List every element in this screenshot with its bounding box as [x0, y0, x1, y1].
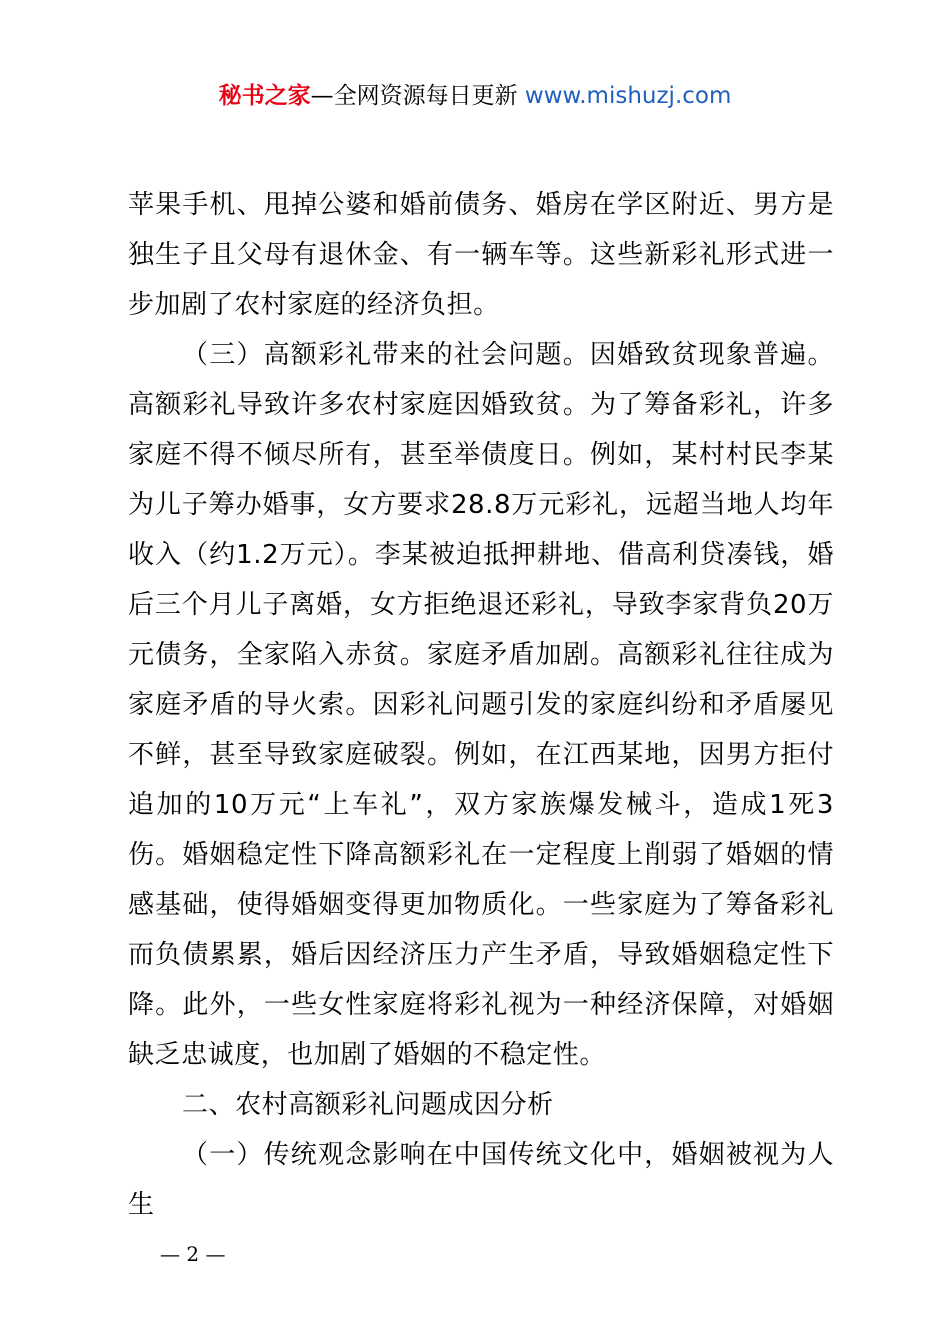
document-body: [128, 180, 834, 1230]
paragraph-social-problems: （三）高额彩礼带来的社会问题。因婚致贫现象普遍。高额彩礼导致许多农村家庭因婚致贫。为了筹备彩礼，许多家庭不得不倾尽所有，甚至举债度日。例如，某村村民李某为儿子筹办婚事，女方要求28.8万元彩礼，远超当地人均年收入（约1.2万元）。李某被迫抵押耕地、借高利贷凑钱，婚后三个月儿子离婚，女方拒绝退还彩礼，导致李家背负20万元债务，全家陷入赤贫。家庭矛盾加剧。高额彩礼往往成为家庭矛盾的导火索。因彩礼问题引发的家庭纠纷和矛盾屡见不鲜，甚至导致家庭破裂。例如，在江西某地，因男方拒付追加的10万元“上车礼”，双方家族爆发械斗，造成1死3伤。婚姻稳定性下降高额彩礼在一定程度上削弱了婚姻的情感基础，使得婚姻变得更加物质化。一些家庭为了筹备彩礼而负债累累，婚后因经济压力产生矛盾，导致婚姻稳定性下降。此外，一些女性家庭将彩礼视为一种经济保障，对婚姻缺乏忠诚度，也加剧了婚姻的不稳定性。: [128, 340, 834, 1070]
section-heading: 二、农村高额彩礼问题成因分析: [182, 1090, 554, 1120]
paragraph-continuation: 苹果手机、甩掉公婆和婚前债务、婚房在学区附近、男方是独生子且父母有退休金、有一辆车等。这些新彩礼形式进一步加剧了农村家庭的经济负担。: [128, 190, 834, 320]
paragraph-traditional-views: （一）传统观念影响在中国传统文化中，婚姻被视为人生: [128, 1140, 834, 1220]
site-slogan: —全网资源每日更新: [310, 83, 518, 109]
site-url-link[interactable]: www.mishuzj.com: [524, 83, 732, 109]
site-header: [0, 80, 950, 112]
page-number: — 2 —: [160, 1242, 226, 1266]
site-brand: 秘书之家: [218, 83, 311, 109]
